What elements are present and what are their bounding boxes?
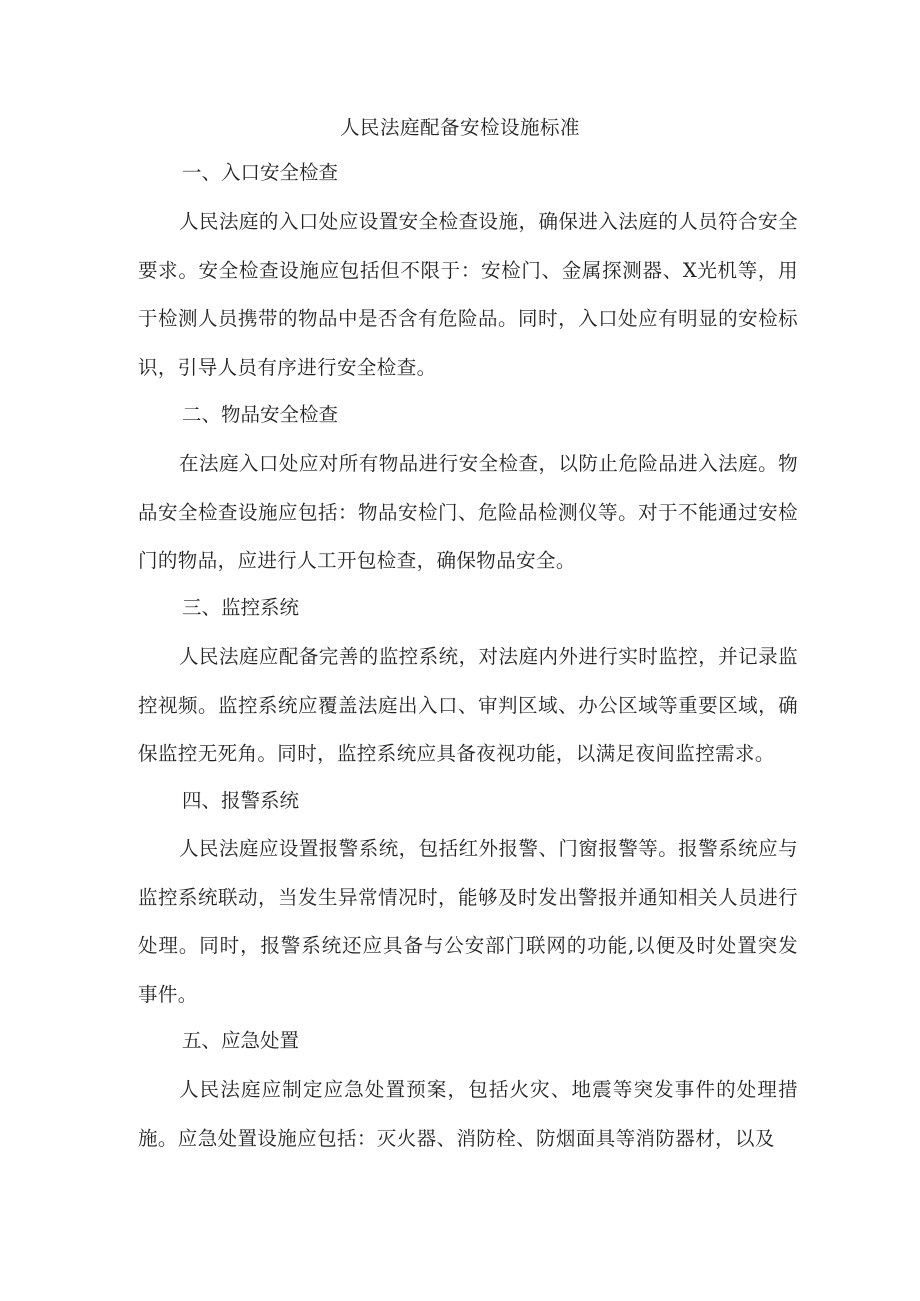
section-heading-1: 一、入口安全检查 (182, 161, 339, 184)
section-body-4: 人民法庭应设置报警系统，包括红外报警、门窗报警等。报警系统应与监控系统联动，当发生异常情况时，能够及时发出警报并通知相关人员进行处理。同时，报警系统还应具备与公安部门联网的功能,以便及时处置突发事件。 (138, 837, 798, 1006)
section-body-2: 在法庭入口处应对所有物品进行安全检查，以防止危险品进入法庭。物品安全检查设施应包括：物品安检门、危险品检测仪等。对于不能通过安检门的物品，应进行人工开包检查，确保物品安全。 (138, 452, 798, 572)
section-heading-5: 五、应急处置 (182, 1029, 300, 1052)
section-heading-2: 二、物品安全检查 (182, 403, 339, 426)
section-heading-4: 四、报警系统 (182, 789, 300, 812)
section-body-5: 人民法庭应制定应急处置预案，包括火灾、地震等突发事件的处理措施。应急处置设施应包括：灭火器、消防栓、防烟面具等消防器材，以及 (138, 1078, 798, 1150)
section-body-3: 人民法庭应配备完善的监控系统，对法庭内外进行实时监控，并记录监控视频。监控系统应覆盖法庭出入口、审判区域、办公区域等重要区域，确保监控无死角。同时，监控系统应具备夜视功能，以满足夜间监控需求。 (138, 645, 798, 765)
section-body-1: 人民法庭的入口处应设置安全检查设施，确保进入法庭的人员符合安全要求。安全检查设施应包括但不限于：安检门、金属探测器、X光机等，用于检测人员携带的物品中是否含有危险品。同时，入口处应有明显的安检标识，引导人员有序进行安全检查。 (138, 210, 798, 379)
document-title: 人民法庭配备安检设施标准 (339, 116, 580, 139)
section-heading-3: 三、监控系统 (182, 596, 300, 619)
